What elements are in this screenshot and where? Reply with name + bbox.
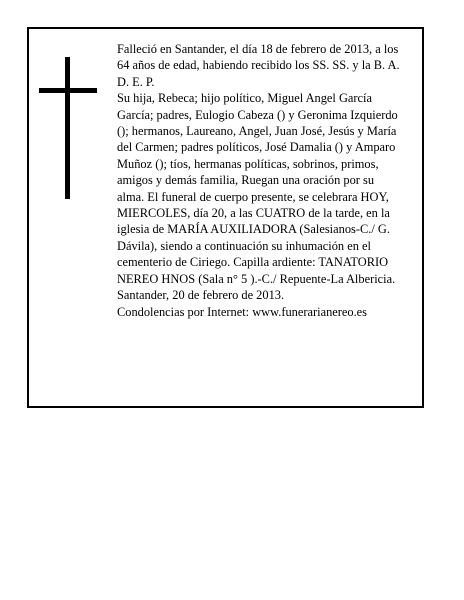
obituary-text [117,41,402,320]
place-date-line: Santander, 20 de febrero de 2013. [117,288,285,303]
family-paragraph: Su hija, Rebeca; hijo político, Miguel Angel García García; padres, Eulogio Cabeza () y Geronima Izquierdo (); hermanos, Laureano, Angel, Juan José, Jesús y María del Carmen; padres políticos, José Damalia () y Amparo Muñoz (); tíos, hermanas políticas, sobrinos, primos, amigos y demás familia, Ruegan una oración por su alma. El funeral de cuerpo presente, se celebrara HOY, MIERCOLES, día 20, a las CUATRO de la tarde, en la iglesia de MARÍA AUXILIADORA (Salesianos-C./ G. Dávila), siendo a continuación su inhumación en el cementerio de Ciriego. Capilla ardiente: TANATORIO NEREO HNOS (Sala n° 5 ).-C./ Repuente-La Albericia. [117,91,398,286]
dep-line: D. E. P. [117,74,155,89]
cross-horizontal-bar [39,88,97,93]
obituary-notice [27,27,424,408]
condolences-line: Condolencias por Internet: www.funerarianereo.es [117,304,368,319]
announcement-paragraph: Falleció en Santander, el día 18 de febrero de 2013, a los 64 años de edad, habiendo recibido los SS. SS. y la B. A. [117,42,400,73]
latin-cross-icon [39,57,97,199]
cross-vertical-bar [65,57,70,199]
